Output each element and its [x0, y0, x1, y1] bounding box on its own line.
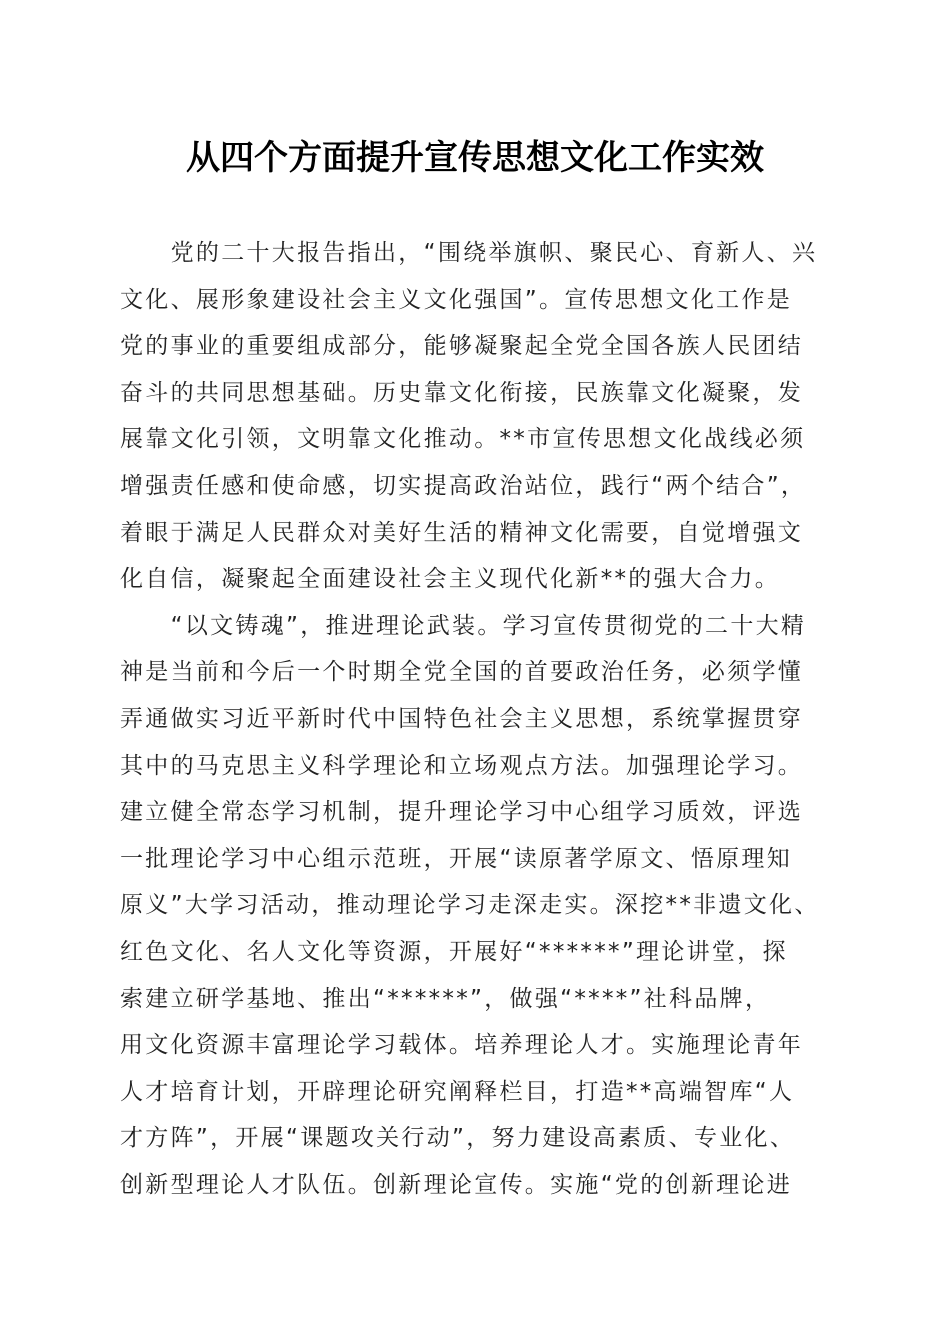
text-line: 神是当前和今后一个时期全党全国的首要政治任务，必须学懂 [120, 659, 804, 686]
text-line: 才方阵”，开展“课题攻关行动”，努力建设高素质、专业化、 [120, 1125, 796, 1152]
text-line: 建立健全常态学习机制，提升理论学习中心组学习质效，评选 [120, 799, 804, 826]
text-line: 弄通做实习近平新时代中国特色社会主义思想，系统掌握贯穿 [120, 705, 804, 732]
text-line: 展靠文化引领，文明靠文化推动。**市宣传思想文化战线必须 [120, 426, 806, 453]
text-line: 奋斗的共同思想基础。历史靠文化衔接，民族靠文化凝聚，发 [120, 379, 804, 406]
text-line: 原义”大学习活动，推动理论学习走深走实。深挖**非遗文化、 [120, 892, 820, 919]
text-line: “以文铸魂”，推进理论武装。学习宣传贯彻党的二十大精 [120, 612, 807, 639]
text-line: 党的事业的重要组成部分，能够凝聚起全党全国各族人民团结 [120, 333, 804, 360]
document-body [120, 230, 840, 1208]
text-line: 文化、展形象建设社会主义文化强国”。宣传思想文化工作是 [120, 286, 793, 313]
text-line: 索建立研学基地、推出“******”，做强“****”社科品牌， [120, 985, 771, 1012]
text-line: 化自信，凝聚起全面建设社会主义现代化新**的强大合力。 [120, 566, 781, 593]
text-line: 其中的马克思主义科学理论和立场观点方法。加强理论学习。 [120, 752, 804, 779]
text-line: 用文化资源丰富理论学习载体。培养理论人才。实施理论青年 [120, 1032, 804, 1059]
document-title: 从四个方面提升宣传思想文化工作实效 [186, 138, 764, 178]
text-line: 着眼于满足人民群众对美好生活的精神文化需要，自觉增强文 [120, 519, 804, 546]
text-line: 人才培育计划，开辟理论研究阐释栏目，打造**高端智库“人 [120, 1078, 795, 1105]
text-line: 一批理论学习中心组示范班，开展“读原著学原文、悟原理知 [120, 845, 793, 872]
text-line: 增强责任感和使命感，切实提高政治站位，践行“两个结合”， [120, 472, 807, 499]
text-line: 党的二十大报告指出，“围绕举旗帜、聚民心、育新人、兴 [120, 240, 818, 266]
text-line: 红色文化、名人文化等资源，开展好“******”理论讲堂，探 [120, 938, 788, 965]
text-line: 创新型理论人才队伍。创新理论宣传。实施“党的创新理论进 [120, 1171, 793, 1198]
